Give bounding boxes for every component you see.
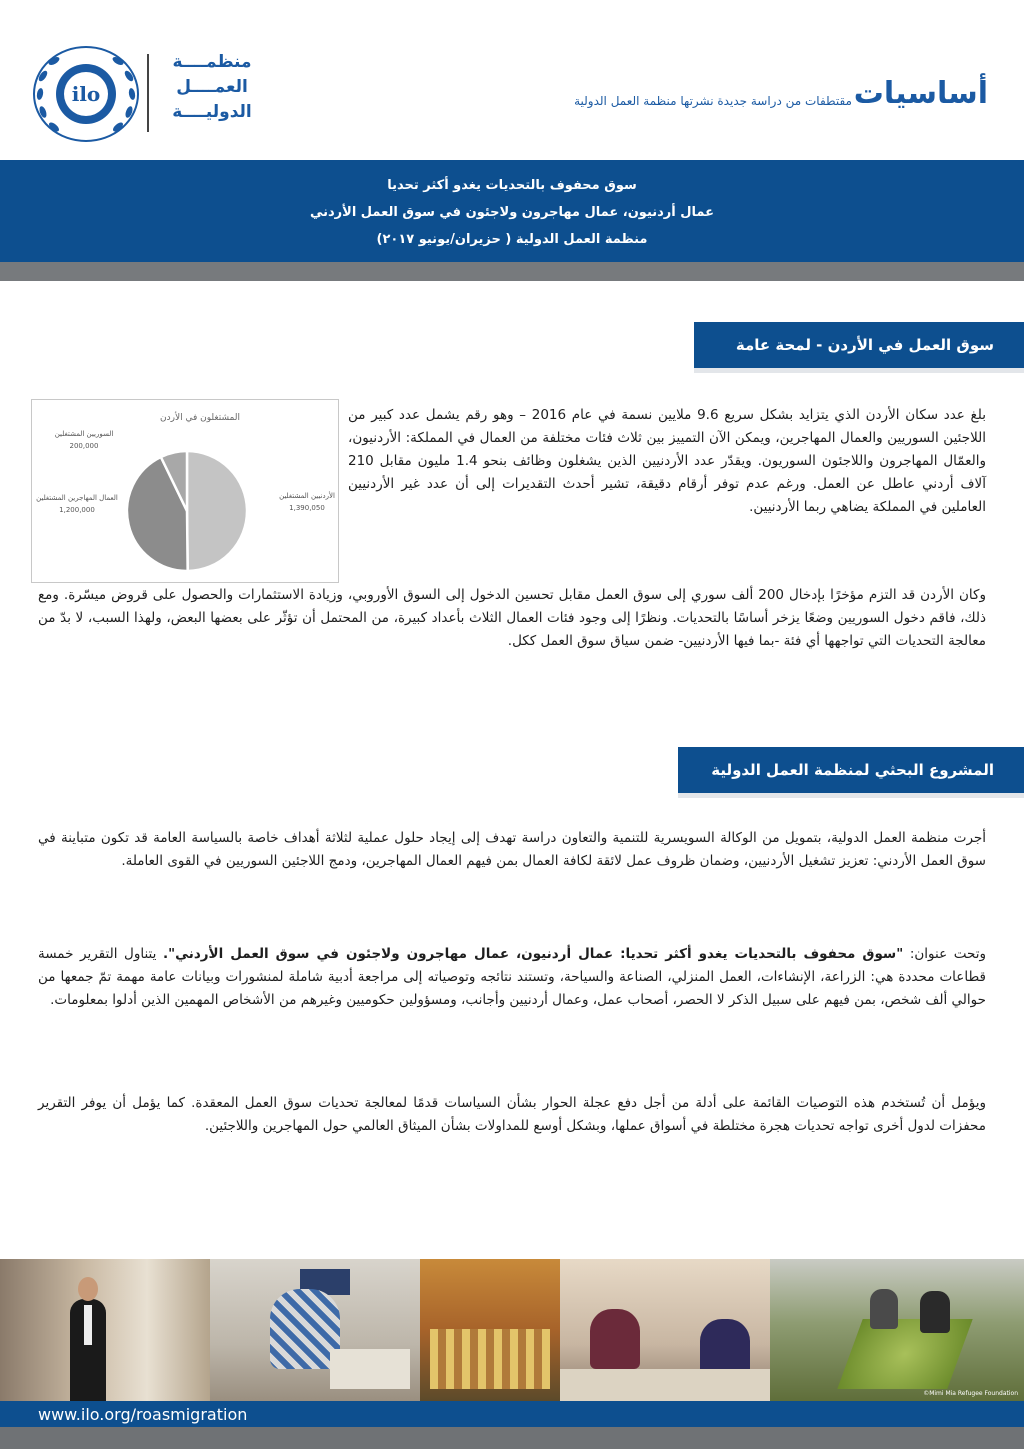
page-subtitle: مقتطفات من دراسة جديدة نشرتها منظمة العمل الدولية xyxy=(574,94,852,108)
svg-text:ilo: ilo xyxy=(71,82,101,106)
pie-value-0: 1,390,050 xyxy=(289,504,325,512)
pie-value-1: 1,200,000 xyxy=(59,506,95,514)
page-title: أساسيات xyxy=(853,76,988,111)
p4-prefix: وتحت عنوان: xyxy=(903,946,986,962)
pie-label-1: العمال المهاجرين المشتغلين xyxy=(36,494,118,502)
photo-waiter xyxy=(0,1259,210,1401)
report-title: "سوق محفوف بالتحديات يغدو أكثر تحديا: عمال أردنيون، عمال مهاجرون ولاجئون في سوق العمل الأردني". xyxy=(162,946,904,962)
paragraph-research-3: ويؤمل أن تُستخدم هذه التوصيات القائمة على أدلة من أجل دفع عجلة الحوار بشأن السياسات قدمًا لمعالجة تحديات سوق العمل المعقدة. كما يؤمل أن يوفر التقرير محفزات لدول أخرى تواجه تحديات هجرة مختلطة في أسواق عملها، وبشكل أوسع للمداولات بشأن الميثاق العالمي حول المهاجرين واللاجئين. xyxy=(38,1095,986,1134)
section-heading-overview: سوق العمل في الأردن - لمحة عامة xyxy=(694,322,1024,368)
pie-value-2: 200,000 xyxy=(69,442,99,450)
ilo-logo xyxy=(30,44,142,144)
photo-farm xyxy=(770,1259,1024,1401)
footer-url-link[interactable]: www.ilo.org/roasmigration xyxy=(0,1401,1024,1427)
photo-credit: ©Mimi Mia Refugee Foundation xyxy=(923,1390,1018,1397)
banner-source: منظمة العمل الدولية ( حزيران/يونيو ٢٠١٧) xyxy=(376,232,648,247)
paragraph-research-2 xyxy=(38,943,986,1012)
paragraph-research-1: أجرت منظمة العمل الدولية، بتمويل من الوكالة السويسرية للتنمية والتعاون دراسة تهدف إلى إيجاد حلول عملية لثلاثة أهداف خاصة بالسياسة العامة قد تكون متباينة في سوق العمل الأردني: تعزيز تشغيل الأردنيين، وضمان ظروف عمل لائقة لكافة العمال بمن فيهم العمال المهاجرين، ودمج اللاجئين السوريين في القوى العاملة. xyxy=(38,830,986,869)
org-name-line2: العمــــل xyxy=(176,77,248,97)
banner-title: سوق محفوف بالتحديات يغدو أكثر تحديا xyxy=(387,178,637,193)
logo-separator xyxy=(147,54,149,132)
pie-label-0: الأردنيين المشتغلين xyxy=(279,492,335,500)
photo-textile xyxy=(420,1259,560,1401)
paragraph-overview-2: وكان الأردن قد التزم مؤخرًا بإدخال 200 ألف سوري إلى سوق العمل مقابل تحسين الدخول إلى السوق الأوروبي، وزيادة الاستثمارات والحصول على قروض ميسّرة. ومع ذلك، فاقم دخول السوريين وضعًا يزخر أساسًا بالتحديات. ونظرًا إلى وجود فئات العمال الثلاث بأعداد كبيرة، من المحتمل أن تؤثّر على بعضها البعض، ولهذا السبب، لا بدّ من معالجة التحديات التي تواجهها أي فئة -بما فيها الأردنيين- ضمن سياق سوق العمل ككل. xyxy=(38,587,986,649)
paragraph-overview-1: بلغ عدد سكان الأردن الذي يتزايد بشكل سريع 9.6 ملايين نسمة في عام 2016 – وهو رقم يشمل عدد كبير من اللاجئين السوريين والعمال المهاجرين، ويمكن الآن التمييز بين ثلاث فئات مختلفة من العمال في المملكة: الأردنيون، والعمّال المهاجرون واللاجئون السوريون. ويقدّر عدد الأردنيين الذين يشغلون وظائف بنحو 1.4 مليون مقابل 210 آلاف أردني عاطل عن العمل. ورغم عدم توفر أرقام دقيقة، تشير أحدث التقديرات إلى أن عدد غير الأردنيين العاملين في المملكة يضاهي ربما الأردنيين. xyxy=(348,407,986,515)
photo-sewing xyxy=(560,1259,770,1401)
org-name xyxy=(152,50,272,125)
pie-chart-svg xyxy=(32,400,338,582)
title-banner xyxy=(0,160,1024,262)
pie-chart xyxy=(31,399,339,583)
banner-divider xyxy=(0,262,1024,281)
photo-strip xyxy=(0,1259,1024,1401)
section-heading-research: المشروع البحثي لمنظمة العمل الدولية xyxy=(678,747,1024,793)
footer-bar xyxy=(0,1427,1024,1449)
org-name-line3: الدوليــــة xyxy=(172,102,252,122)
pie-slice-0 xyxy=(187,451,247,571)
p4-rest: يتناول التقرير خمسة قطاعات محددة هي: الزراعة، الإنشاءات، العمل المنزلي، الصناعة والسياحة، وتستند نتائجه وتوصياته إلى مراجعة أدبية شاملة لمنشورات وبيانات عامة مهمة تمّ جمعها من حوالي ألف شخص، بمن فيهم على سبيل الذكر لا الحصر، أصحاب عمل، وعمال أردنيين وأجانب، ومسؤولين حكوميين وغيرهم من الأشخاص المهمين الذين أدلوا بمعلومات. xyxy=(38,946,986,1008)
photo-stone-worker xyxy=(210,1259,420,1401)
org-name-line1: منظمــــة xyxy=(172,52,252,72)
chart-title: المشتغلون في الأردن xyxy=(160,413,240,423)
pie-label-2: السوريين المشتغلين xyxy=(54,430,114,438)
banner-subtitle: عمال أردنيون، عمال مهاجرون ولاجئون في سوق العمل الأردني xyxy=(309,205,715,220)
